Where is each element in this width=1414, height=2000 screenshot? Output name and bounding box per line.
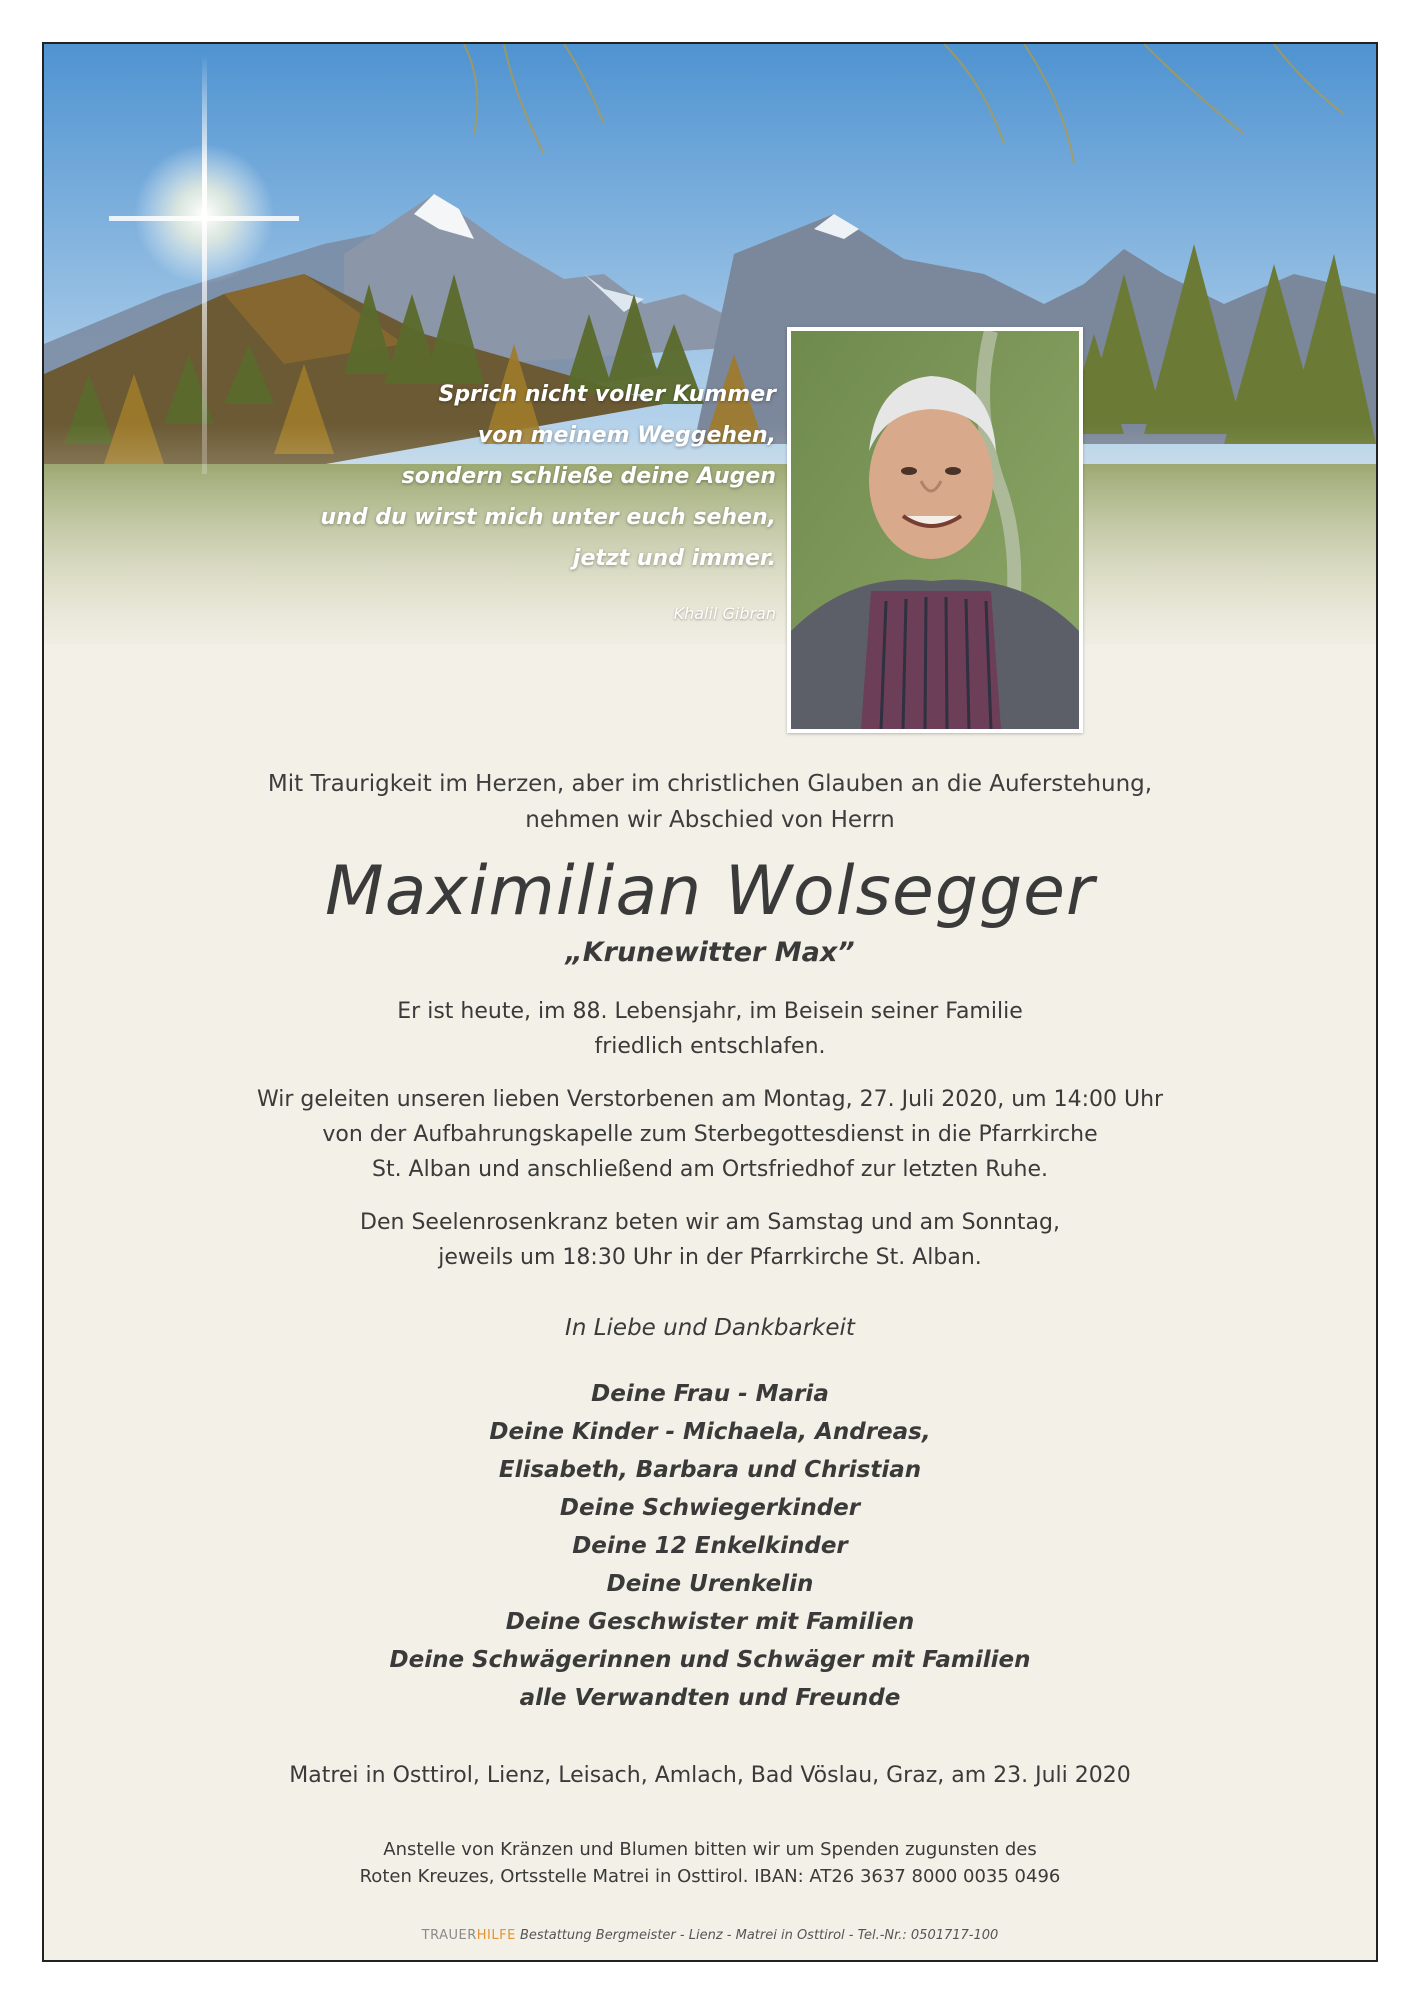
mourner-line: Deine 12 Enkelkinder [572, 1533, 848, 1559]
text-line: Den Seelenrosenkranz beten wir am Samstag und am Sonntag, [360, 1210, 1060, 1235]
obituary-text [44, 766, 1376, 1890]
brand-logo-part2: HILFE [476, 1928, 516, 1943]
portrait-photo [787, 327, 1083, 733]
intro-text [44, 766, 1376, 838]
text-line: Wir geleiten unseren lieben Verstorbenen am Montag, 27. Juli 2020, um 14:00 Uhr [256, 1087, 1164, 1112]
deceased-nickname: „Krunewitter Max” [565, 937, 855, 968]
mourner-line: Deine Schwägerinnen und Schwäger mit Familien [389, 1647, 1031, 1673]
mourner-line: Deine Geschwister mit Familien [505, 1609, 915, 1635]
quote-line: jetzt und immer. [572, 546, 776, 571]
quote-line: Sprich nicht voller Kummer [438, 382, 776, 407]
mountain-landscape-image [44, 44, 1376, 644]
text-line: friedlich entschlafen. [594, 1034, 826, 1059]
quote-author: Khalil Gibran [673, 604, 776, 623]
intro-line: Mit Traurigkeit im Herzen, aber im christlichen Glauben an die Auferstehung, [267, 771, 1153, 797]
brand-logo-part1: TRAUER [421, 1928, 477, 1943]
text-line: St. Alban und anschließend am Ortsfriedhof zur letzten Ruhe. [371, 1157, 1048, 1182]
text-line: Er ist heute, im 88. Lebensjahr, im Beisein seiner Familie [397, 999, 1023, 1024]
mourner-line: alle Verwandten und Freunde [519, 1685, 901, 1711]
intro-line: nehmen wir Abschied von Herrn [525, 807, 895, 833]
funeral-home-footer [44, 1928, 1376, 1943]
footer-contact-text: Bestattung Bergmeister - Lienz - Matrei in Osttirol - Tel.-Nr.: 0501717-100 [515, 1928, 999, 1943]
text-line: von der Aufbahrungskapelle zum Sterbegottesdienst in die Pfarrkirche [322, 1122, 1098, 1147]
quote-line: sondern schließe deine Augen [401, 464, 776, 489]
text-line: jeweils um 18:30 Uhr in der Pfarrkirche St. Alban. [438, 1245, 982, 1270]
mourner-line: Deine Frau - Maria [591, 1381, 829, 1407]
obituary-card [42, 42, 1378, 1962]
place-and-date: Matrei in Osttirol, Lienz, Leisach, Amlach, Bad Vöslau, Graz, am 23. Juli 2020 [289, 1763, 1131, 1788]
quote-line: und du wirst mich unter euch sehen, [320, 505, 776, 530]
mourners-list [44, 1375, 1376, 1717]
funeral-details [44, 1082, 1376, 1187]
portrait-illustration [791, 331, 1079, 729]
donation-line: Anstelle von Kränzen und Blumen bitten wir um Spenden zugunsten des [383, 1839, 1037, 1860]
death-notice [44, 994, 1376, 1064]
donation-request [44, 1836, 1376, 1890]
deceased-name: Maximilian Wolsegger [325, 852, 1095, 931]
mourner-line: Deine Urenkelin [606, 1571, 814, 1597]
quote-line: von meinem Weggehen, [477, 423, 776, 448]
mourner-line: Deine Kinder - Michaela, Andreas, [489, 1419, 931, 1445]
closing-phrase: In Liebe und Dankbarkeit [565, 1315, 855, 1341]
rosary-details [44, 1205, 1376, 1275]
mourner-line: Deine Schwiegerkinder [559, 1495, 861, 1521]
donation-line: Roten Kreuzes, Ortsstelle Matrei in Osttirol. IBAN: AT26 3637 8000 0035 0496 [359, 1866, 1061, 1887]
memorial-quote [321, 374, 776, 579]
mourner-line: Elisabeth, Barbara und Christian [498, 1457, 922, 1483]
